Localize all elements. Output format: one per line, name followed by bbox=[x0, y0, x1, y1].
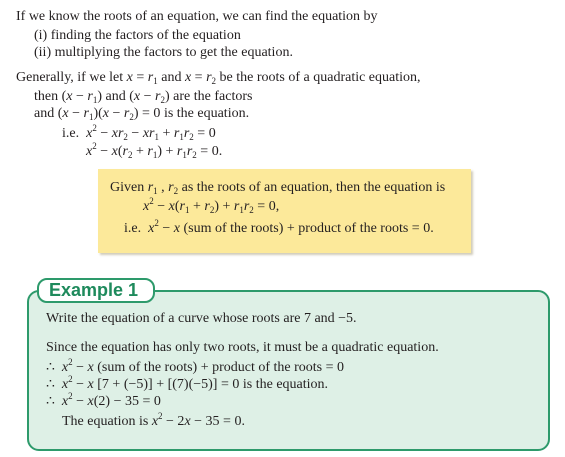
intro-text: If we know the roots of an equation, we can find the equation by bbox=[16, 9, 378, 24]
example-answer: The equation is $x^2 - 2x - 35 = 0$. bbox=[62, 411, 245, 429]
step-1: (i) finding the factors of the equation bbox=[34, 28, 241, 43]
expanded-equation: i.e. $x^2 - xr_2 - xr_1 + r_1r_2 = 0$ bbox=[62, 123, 216, 142]
general-line-1: Generally, if we let $x = r_1$ and $x = r_2$ be the roots of a quadratic equation, bbox=[16, 70, 421, 86]
general-line-2: then $(x - r_1)$ and $(x - r_2)$ are the factors bbox=[34, 89, 253, 105]
example-step-2: ∴ $x^2 - x$ [7 + (−5)] + [(7)(−5)] = 0 is the equation. bbox=[46, 374, 329, 392]
key-result-box bbox=[98, 169, 471, 253]
example-question: Write the equation of a curve whose roots are 7 and −5. bbox=[46, 311, 357, 326]
example-reason: Since the equation has only two roots, it must be a quadratic equation. bbox=[46, 340, 439, 355]
note-line-1: Given $r_1$ , $r_2$ as the roots of an equation, then the equation is bbox=[110, 180, 446, 196]
example-step-3: ∴ $x^2 - x(2) - 35 = 0$ bbox=[46, 391, 161, 409]
factored-equation: $x^2 - x(r_2 + r_1) + r_1r_2 = 0$. bbox=[86, 141, 223, 160]
note-formula: $x^2 - x(r_1 + r_2) + r_1r_2 = 0$, bbox=[143, 196, 280, 215]
example-step-1: ∴ $x^2 - x$ (sum of the roots) + product of the roots = 0 bbox=[46, 357, 345, 375]
step-2: (ii) multiplying the factors to get the equation. bbox=[34, 45, 293, 60]
example-label: Example 1 bbox=[37, 278, 155, 303]
note-sum-product: i.e. $x^2 - x$ (sum of the roots) + product of the roots = 0. bbox=[124, 218, 434, 236]
general-line-3: and $(x - r_1)(x - r_2) = 0$ is the equation. bbox=[34, 106, 250, 122]
